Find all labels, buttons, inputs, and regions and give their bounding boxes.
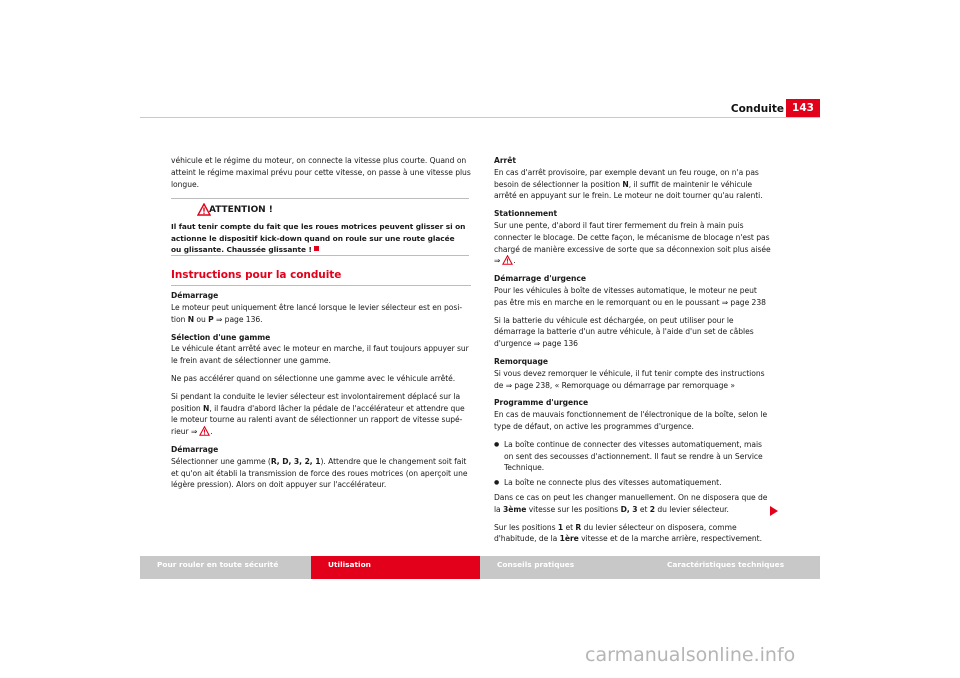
warning-box [171, 198, 469, 256]
tab-utilisation[interactable]: Utilisation [311, 556, 480, 579]
paragraph-selection-3: Si pendant la conduite le levier sélecteur est involontairement déplacé sur la position N, il faudra d'abord lâcher la pédale de l'accélérateur et attendre que le moteur tourne au ralenti avant de sélectionner un rapport de vitesse supé-rieur ⇒ . [171, 391, 465, 437]
warning-text-content: Il faut tenir compte du fait que les roues motrices peuvent glisser si on actionne le dispositif kick-down quand on roule sur une route glacée ou glissante. Chaussée glissante ! [171, 222, 466, 254]
right-column [494, 155, 771, 551]
next-page-arrow-icon[interactable] [770, 506, 778, 516]
heading-demarrage: Démarrage [171, 291, 219, 301]
heading-demarrage-2: Démarrage [171, 444, 219, 454]
page-link[interactable]: ⇒ page 136. [213, 314, 263, 324]
paragraph-programme: En cas de mauvais fonctionnement de l'électronique de la boîte, selon le type de défaut, on active les programmes d'urgence. [494, 410, 768, 431]
paragraph-stationnement: Sur une pente, d'abord il faut tirer fermement du frein à main puis connecter le blocage. De cette façon, le mécanisme de blocage n'est pas chargé de manière excessive de sorte que sa déconnexion soit plus aisée ⇒ . [494, 220, 771, 266]
header-rule [140, 117, 820, 118]
warning-ref-icon[interactable] [199, 426, 210, 436]
heading-arret: Arrêt [494, 156, 516, 165]
paragraph-urgence-1: Pour les véhicules à boîte de vitesses automatique, le moteur ne peut pas être mis en marche en le remorquant ou en le poussant ⇒ page 238 [494, 285, 766, 307]
warning-header [171, 203, 469, 219]
bullet-item-1: ● La boîte continue de connecter des vitesses automatiquement, mais on sent des secousses d'actionnement. Il faut se rendre à un Service Technique. [494, 439, 771, 474]
paragraph-selection-1: Le véhicule étant arrêté avec le moteur en marche, il faut toujours appuyer sur le frein avant de sélectionner une gamme. [171, 344, 469, 366]
paragraph-urgence-2: Si la batterie du véhicule est déchargée, on peut utiliser pour le démarrage la batterie d'un autre véhicule, à l'aide d'un set de câbles d'urgence ⇒ page 136 [494, 315, 754, 349]
paragraph-positions: Sur les positions 1 et R du levier sélecteur on disposera, comme d'habitude, de la 1ère vitesse et de la marche arrière, respectivement. [494, 522, 762, 544]
chapter-title: Conduite [730, 103, 784, 115]
tab-pour-rouler[interactable]: Pour rouler en toute sécurité [140, 556, 311, 579]
watermark: carmanualsonline.info [585, 644, 796, 666]
intro-paragraph: véhicule et le régime du moteur, on connecte la vitesse plus courte. Quand on atteint le régime maximal prévu pour cette vitesse, on passe à une vitesse plus longue. [171, 156, 471, 189]
paragraph-demarrage-2: Sélectionner une gamme (R, D, 3, 2, 1). Attendre que le changement soit fait et qu'on ait établi la transmission de force des roues motrices (on aperçoit une légère pression). Alors on doit appuyer sur l'accélérateur. [171, 456, 468, 490]
paragraph-selection-2: Ne pas accélérer quand on sélectionne une gamme avec le véhicule arrêté. [171, 373, 456, 383]
paragraph-remorquage: Si vous devez remorquer le véhicule, il fut tenir compte des instructions de ⇒ page 238, « Remorquage ou démarrage par remorquage » [494, 368, 765, 390]
bullet-item-2: ● La boîte ne connecte plus des vitesses automatiquement. [494, 477, 771, 489]
paragraph-demarrage: Le moteur peut uniquement être lancé lorsque le levier sélecteur est en posi-tion N ou P ⇒ page 136. [171, 302, 463, 324]
end-marker-icon [314, 246, 319, 251]
heading-urgence: Démarrage d'urgence [494, 274, 586, 284]
section-title: Instructions pour la conduite [171, 270, 471, 286]
heading-remorquage: Remorquage [494, 356, 548, 366]
warning-title: ATTENTION ! [209, 205, 273, 216]
paragraph-manual: Dans ce cas on peut les changer manuellement. On ne disposera que de la 3ème vitesse sur les positions D, 3 et 2 du levier sélecteur. [494, 492, 768, 514]
footer-nav [140, 556, 820, 579]
left-column [171, 155, 471, 497]
tab-conseils[interactable]: Conseils pratiques [480, 556, 650, 579]
warning-ref-icon[interactable] [502, 255, 513, 265]
warning-text [171, 221, 467, 255]
tab-caracteristiques[interactable]: Caractéristiques techniques [650, 556, 820, 579]
paragraph-arret: En cas d'arrêt provisoire, par exemple devant un feu rouge, on n'a pas besoin de sélectionner la position N, il suffit de maintenir le véhicule arrêté en appuyant sur le frein. Le moteur ne doit tourner qu'au ralenti. [494, 167, 763, 201]
heading-selection: Sélection d'une gamme [171, 332, 271, 342]
heading-stationnement: Stationnement [494, 209, 558, 219]
page-number: 143 [786, 99, 820, 118]
heading-programme: Programme d'urgence [494, 398, 589, 408]
